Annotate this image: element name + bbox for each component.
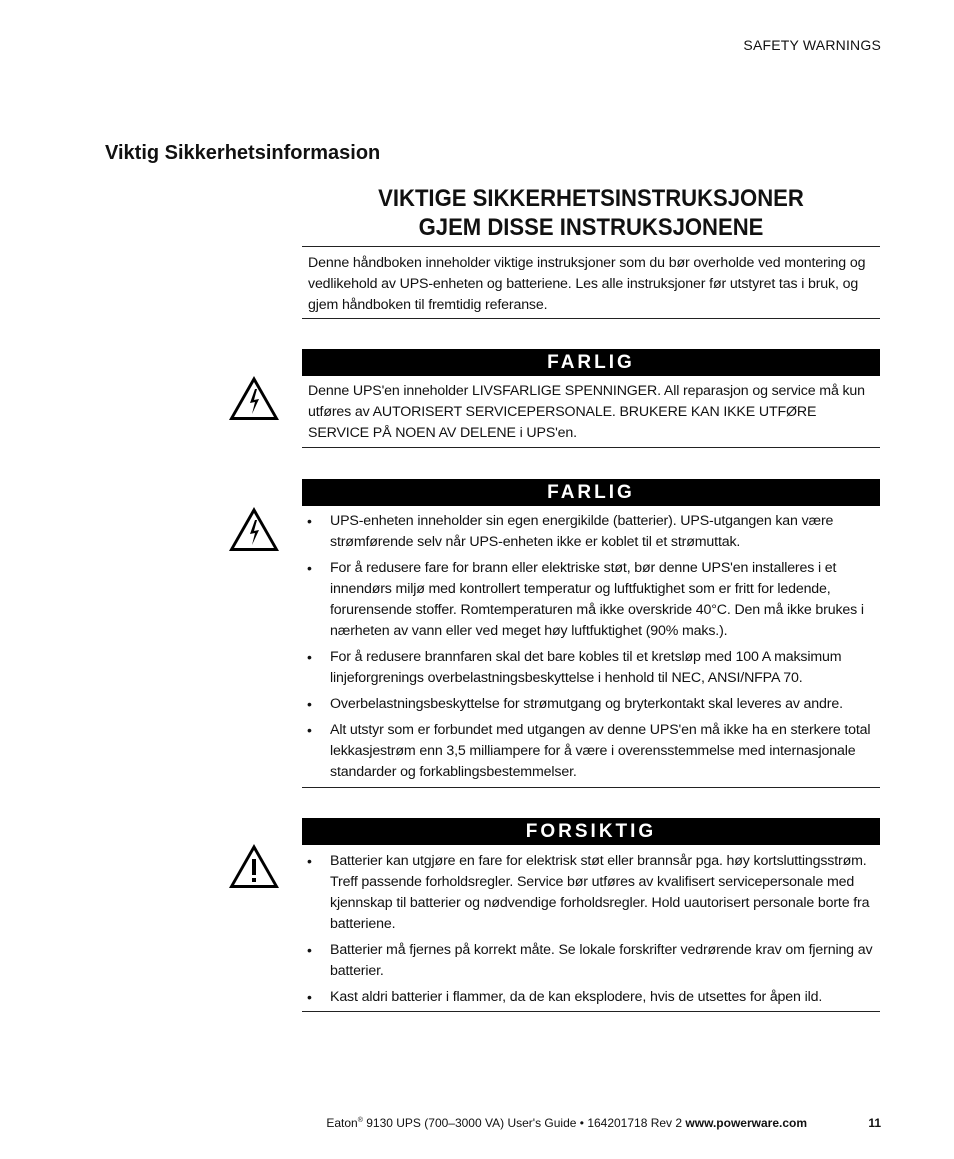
list-item: • For å redusere fare for brann eller elektriske støt, bør denne UPS'en installeres i et innendørs miljø med kontrollert temperatur og luftfuktighet som er fritt for ledende, forurensende stoffer. Romtemperaturen må ikke overskride 40°C. Den må ikke brukes i nærheten av vann eller ved meget høy luftfuktighet (90% maks.). bbox=[307, 560, 864, 639]
main-title-line1: VIKTIGE SIKKERHETSINSTRUKSJONER bbox=[378, 185, 804, 212]
section-heading: Viktig Sikkerhetsinformasion bbox=[105, 142, 381, 164]
divider bbox=[302, 787, 880, 788]
caution-banner: FORSIKTIG bbox=[302, 818, 880, 845]
divider bbox=[302, 246, 880, 247]
footer-separator: • bbox=[579, 1116, 584, 1130]
bullet: • bbox=[307, 853, 312, 869]
intro-paragraph: Denne håndboken inneholder viktige instruksjoner som du bør overholde ved montering og vedlikehold av UPS-enheten og batteriene. Les alle instruksjoner før utstyret tas i bruk, og gjem håndboken til fremtidig referanse. bbox=[308, 255, 866, 313]
bullet: • bbox=[307, 942, 312, 958]
list-item: • Overbelastningsbeskyttelse for strømutgang og bryterkontakt skal leveres av andre. bbox=[302, 694, 888, 715]
running-header: SAFETY WARNINGS bbox=[743, 37, 881, 53]
caution-bullet-list bbox=[302, 851, 888, 1013]
bullet: • bbox=[307, 649, 312, 665]
list-item: • Kast aldri batterier i flammer, da de kan eksplodere, hvis de utsettes for åpen ild. bbox=[302, 987, 888, 1008]
bullet: • bbox=[307, 513, 312, 529]
main-title bbox=[325, 184, 857, 242]
footer-brand: Eaton bbox=[326, 1116, 358, 1130]
footer-guide-title: 9130 UPS (700–3000 VA) User's Guide bbox=[366, 1116, 577, 1130]
bullet: • bbox=[307, 696, 312, 712]
exclamation-warning-icon bbox=[227, 842, 281, 890]
bullet: • bbox=[307, 989, 312, 1005]
registered-mark: ® bbox=[357, 1117, 363, 1124]
electric-shock-warning-icon bbox=[227, 374, 281, 422]
list-item: • For å redusere brannfaren skal det bare kobles til et kretsløp med 100 A maksimum linjeforgrenings overbelastningsbeskyttelse i henhold til NEC, ANSI/NFPA 70. bbox=[307, 649, 842, 686]
main-title-line2: GJEM DISSE INSTRUKSJONENE bbox=[418, 214, 764, 241]
divider bbox=[302, 1011, 880, 1012]
list-item: • Batterier må fjernes på korrekt måte. Se lokale forskrifter vedrørende krav om fjerning av batterier. bbox=[307, 942, 873, 979]
list-item: • UPS-enheten inneholder sin egen energikilde (batterier). UPS-utgangen kan være strømførende selv når UPS-enheten ikke er koblet til et strømuttak. bbox=[307, 513, 834, 550]
divider bbox=[302, 318, 880, 319]
page-number: 11 bbox=[868, 1116, 881, 1130]
danger-bullet-list bbox=[302, 511, 888, 788]
bullet: • bbox=[307, 722, 312, 738]
danger-paragraph: Denne UPS'en inneholder LIVSFARLIGE SPENNINGER. All reparasjon og service må kun utføres av AUTORISERT SERVICEPERSONALE. BRUKERE KAN IKKE UTFØRE SERVICE PÅ NOEN AV DELENE i UPS'en. bbox=[308, 383, 865, 441]
footer-url[interactable]: www.powerware.com bbox=[685, 1116, 807, 1130]
danger-banner: FARLIG bbox=[302, 349, 880, 376]
divider bbox=[302, 447, 880, 448]
page-footer bbox=[0, 1116, 881, 1130]
list-item: • Batterier kan utgjøre en fare for elektrisk støt eller brannsår pga. høy kortsluttingsstrøm. Treff passende forholdsregler. Service bør utføres av kvalifisert servicepersonale med kjennskap til batterier og nødvendige forholdsregler. Hold uautorisert personale borte fra batteriene. bbox=[307, 853, 870, 932]
footer-doc-number: 164201718 Rev 2 bbox=[587, 1116, 683, 1130]
danger-banner: FARLIG bbox=[302, 479, 880, 506]
electric-shock-warning-icon bbox=[227, 505, 281, 553]
bullet: • bbox=[307, 560, 312, 576]
list-item: • Alt utstyr som er forbundet med utgangen av denne UPS'en må ikke ha en sterkere total lekkasjestrøm enn 3,5 milliampere for å være i overensstemmelse med internasjonale standarder og forkablingsbestemmelser. bbox=[307, 722, 871, 780]
